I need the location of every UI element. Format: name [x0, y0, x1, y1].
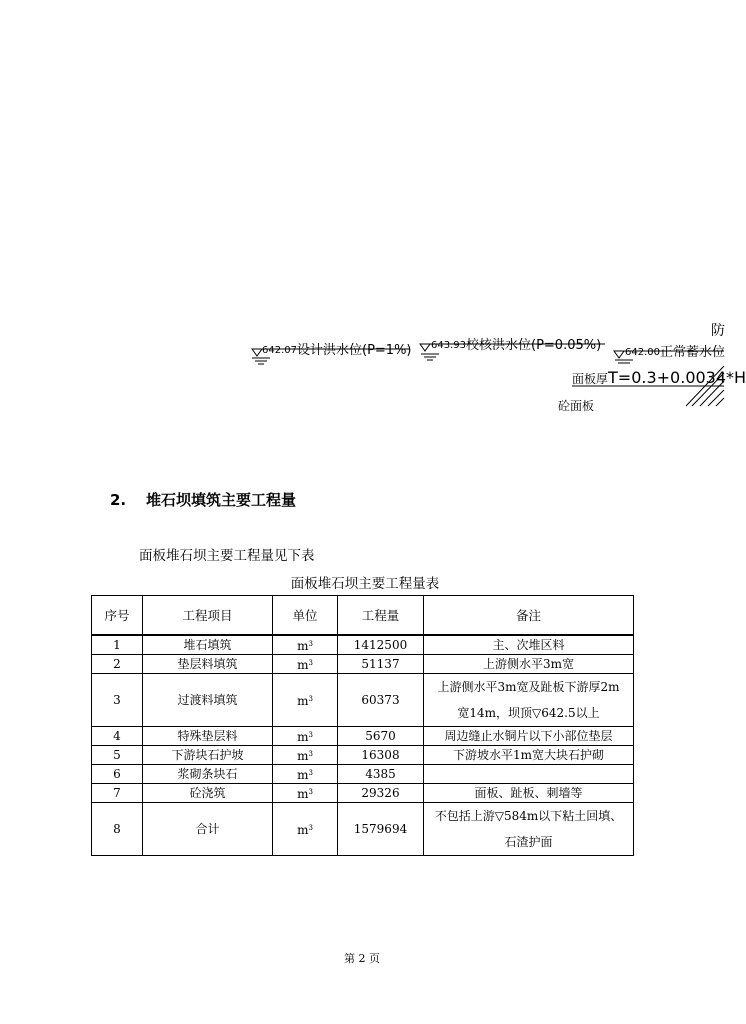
unit-base: m	[297, 730, 309, 744]
table-row	[92, 765, 634, 784]
cell-unit	[273, 784, 338, 803]
cell-item: 过渡料填筑	[143, 674, 273, 727]
section-heading	[110, 489, 296, 510]
notes-line: 石渣护面	[504, 835, 553, 849]
unit-superscript: 3	[308, 695, 313, 703]
unit-base: m	[297, 823, 309, 837]
cell-notes	[424, 635, 634, 655]
intro-paragraph: 面板堆石坝主要工程量见下表	[139, 548, 315, 564]
water-level-text: 设计洪水位(P=1%)	[297, 343, 412, 358]
quantity-table	[91, 595, 634, 856]
cell-no: 8	[92, 803, 143, 856]
unit-superscript: 3	[308, 824, 313, 832]
water-level-triangle-2	[420, 344, 430, 351]
cell-quantity: 5670	[338, 727, 424, 746]
cell-unit	[273, 635, 338, 655]
cell-unit	[273, 655, 338, 674]
unit-superscript: 3	[308, 659, 313, 667]
notes-line: 主、次堆区料	[492, 638, 565, 652]
unit-base: m	[297, 768, 309, 782]
cell-quantity: 1579694	[338, 803, 424, 856]
table-row	[92, 727, 634, 746]
formula-prefix: 面板厚	[572, 372, 609, 386]
unit-base: m	[297, 639, 309, 653]
cell-quantity: 16308	[338, 746, 424, 765]
cell-notes	[424, 674, 634, 727]
elevation-value: 643.93	[431, 340, 466, 351]
unit-superscript: 3	[308, 731, 313, 739]
notes-line: 宽14m，坝顶▽642.5以上	[457, 706, 600, 720]
water-level-label-1	[262, 339, 412, 358]
cell-item: 特殊垫层料	[143, 727, 273, 746]
cell-notes	[424, 746, 634, 765]
table-row	[92, 803, 634, 856]
cell-quantity: 51137	[338, 655, 424, 674]
table-caption: 面板堆石坝主要工程量表	[290, 576, 440, 592]
cell-unit	[273, 803, 338, 856]
notes-line: 下游坡水平1m宽大块石护砌	[452, 748, 604, 762]
elevation-value: 642.07	[262, 345, 297, 356]
formula-value: T=0.3+0.0034*H	[608, 368, 746, 387]
page-number: 第 2 页	[344, 952, 380, 965]
unit-base: m	[297, 787, 309, 801]
unit-superscript: 3	[308, 640, 313, 648]
unit-base: m	[297, 658, 309, 672]
cell-notes	[424, 727, 634, 746]
elevation-value: 642.00	[625, 347, 660, 358]
cell-quantity: 1412500	[338, 635, 424, 655]
table-row	[92, 674, 634, 727]
table-row	[92, 635, 634, 655]
water-level-label-3	[625, 341, 725, 360]
water-level-triangle-3	[614, 351, 624, 358]
unit-base: m	[297, 694, 309, 708]
water-level-label-2	[431, 334, 601, 353]
notes-line: 上游侧水平3m宽	[482, 657, 574, 671]
unit-superscript: 3	[308, 788, 313, 796]
water-level-text: 校核洪水位(P=0.05%)	[466, 338, 602, 353]
notes-line: 上游侧水平3m宽及趾板下游厚2m	[437, 680, 620, 694]
notes-line: 面板、趾板、刺墙等	[474, 786, 583, 800]
notes-line: 不包括上游▽584m以下粘土回填、	[434, 809, 623, 823]
cell-notes	[424, 784, 634, 803]
cell-no: 1	[92, 635, 143, 655]
cell-item: 下游块石护坡	[143, 746, 273, 765]
cell-quantity: 4385	[338, 765, 424, 784]
cell-no: 7	[92, 784, 143, 803]
cell-no: 5	[92, 746, 143, 765]
corner-text: 防	[711, 323, 725, 339]
cell-no: 3	[92, 674, 143, 727]
header-notes: 备注	[424, 596, 634, 636]
cell-unit	[273, 727, 338, 746]
cell-quantity: 29326	[338, 784, 424, 803]
header-item: 工程项目	[143, 596, 273, 636]
notes-line: 周边缝止水铜片以下小部位垫层	[444, 729, 613, 743]
cell-no: 6	[92, 765, 143, 784]
cell-no: 4	[92, 727, 143, 746]
cell-item: 浆砌条块石	[143, 765, 273, 784]
water-level-text: 正常蓄水位	[660, 345, 726, 360]
thickness-formula	[572, 368, 746, 387]
section-title: 堆石坝填筑主要工程量	[146, 491, 297, 509]
cell-unit	[273, 674, 338, 727]
table-row	[92, 746, 634, 765]
dam-section-drawing-fragment	[0, 0, 746, 420]
unit-base: m	[297, 749, 309, 763]
cut-off-text: 砼面板	[558, 399, 595, 413]
cell-item: 堆石填筑	[143, 635, 273, 655]
header-quantity: 工程量	[338, 596, 424, 636]
cell-no: 2	[92, 655, 143, 674]
section-number: 2.	[110, 491, 127, 509]
unit-superscript: 3	[308, 750, 313, 758]
cell-unit	[273, 746, 338, 765]
cell-notes	[424, 803, 634, 856]
cell-item: 砼浇筑	[143, 784, 273, 803]
unit-superscript: 3	[308, 769, 313, 777]
cell-notes	[424, 765, 634, 784]
table-header-row	[92, 596, 634, 636]
cell-notes	[424, 655, 634, 674]
table-body	[92, 635, 634, 856]
cell-item: 合计	[143, 803, 273, 856]
cell-item: 垫层料填筑	[143, 655, 273, 674]
cell-unit	[273, 765, 338, 784]
header-no: 序号	[92, 596, 143, 636]
table-row	[92, 655, 634, 674]
header-unit: 单位	[273, 596, 338, 636]
cell-quantity: 60373	[338, 674, 424, 727]
water-level-triangle-1	[252, 349, 262, 356]
table-row	[92, 784, 634, 803]
